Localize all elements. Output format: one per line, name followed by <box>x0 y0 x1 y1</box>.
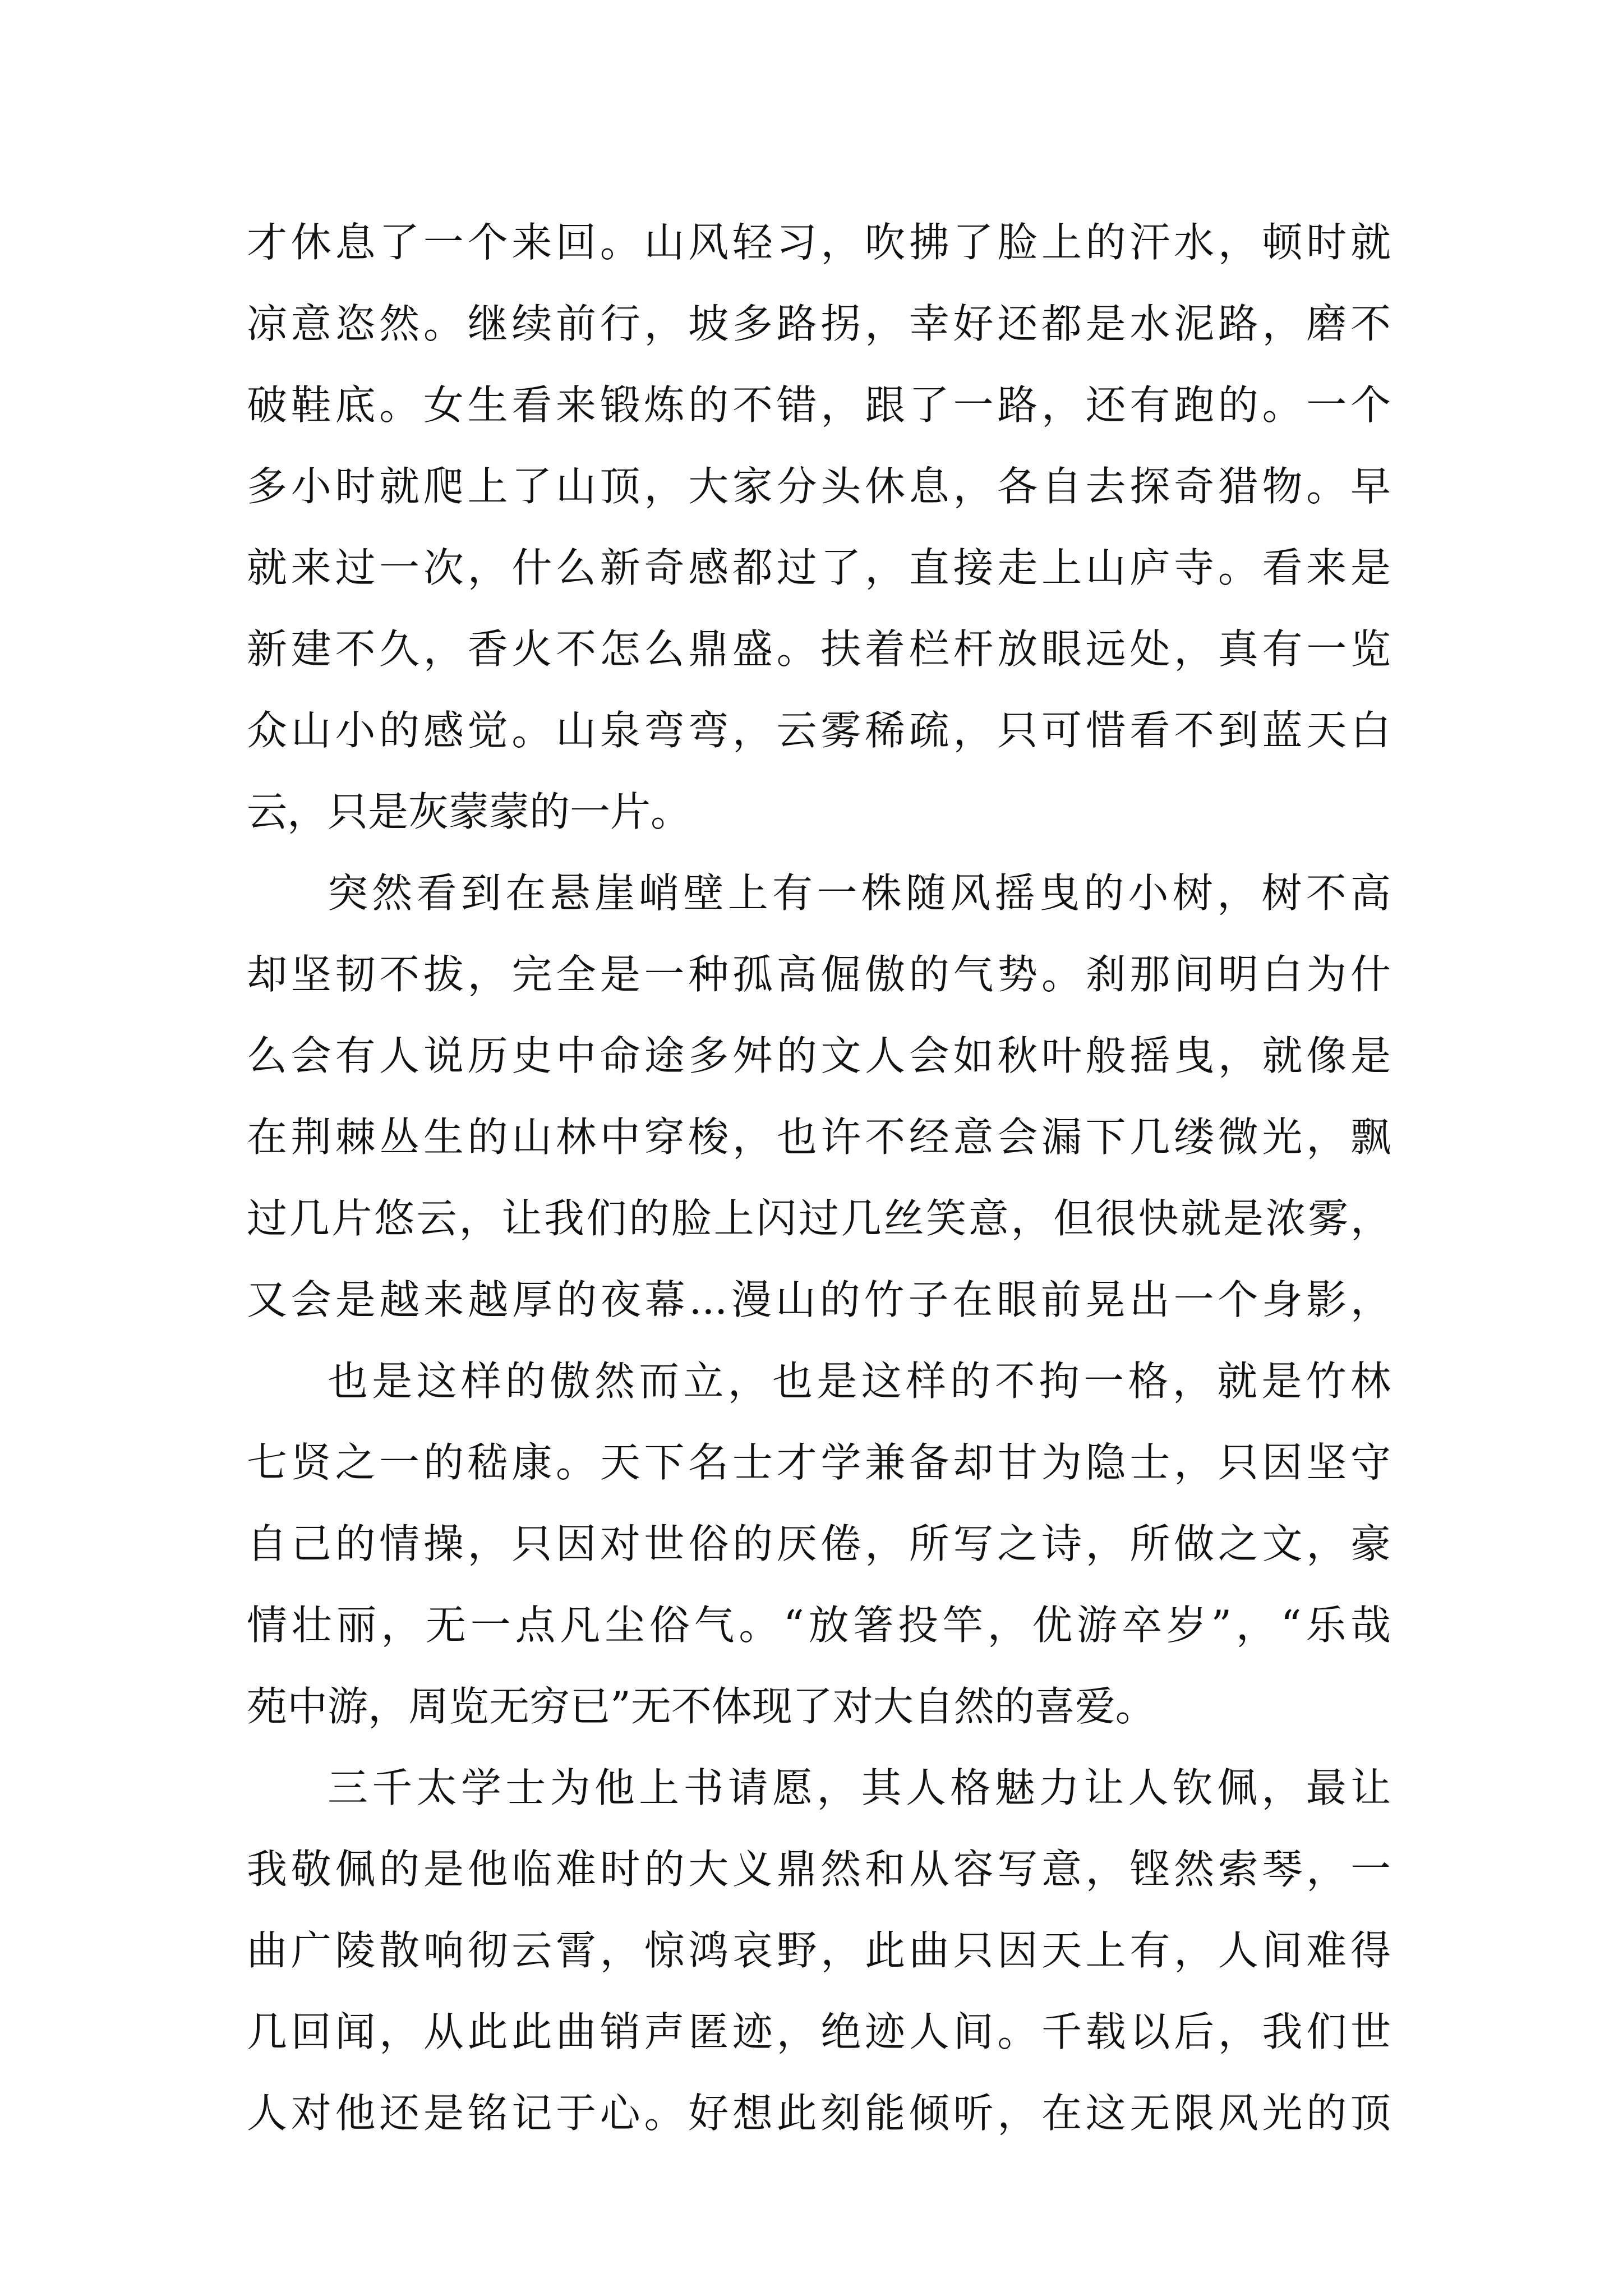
text-line: 多小时就爬上了山顶，大家分头休息，各自去探奇猎物。早 <box>247 463 1391 510</box>
paragraph-1 <box>247 202 1391 853</box>
text-line: 新建不久，香火不怎么鼎盛。扶着栏杆放眼远处，真有一览 <box>247 625 1391 673</box>
document-body <box>247 202 1391 2154</box>
text-line: 自己的情操，只因对世俗的厌倦，所写之诗，所做之文，豪 <box>247 1520 1391 1567</box>
paragraph-2 <box>247 853 1391 1341</box>
text-line: 人对他还是铭记于心。好想此刻能倾听，在这无限风光的顶 <box>247 2090 1391 2137</box>
paragraph-4 <box>247 1747 1391 2154</box>
text-line: 众山小的感觉。山泉弯弯，云雾稀疏，只可惜看不到蓝天白 <box>247 707 1391 754</box>
text-line: 三千太学士为他上书请愿，其人格魅力让人钦佩，最让 <box>328 1764 1391 1811</box>
text-line: 凉意恣然。继续前行，坡多路拐，幸好还都是水泥路，磨不 <box>247 300 1391 347</box>
text-line: 七贤之一的嵇康。天下名士才学兼备却甘为隐士，只因坚守 <box>247 1439 1391 1486</box>
text-line: 突然看到在悬崖峭壁上有一株随风摇曳的小树，树不高 <box>328 869 1391 917</box>
text-line: 却坚韧不拔，完全是一种孤高倔傲的气势。刹那间明白为什 <box>247 951 1391 998</box>
text-line: 情壮丽，无一点凡尘俗气。“放箸投竿，优游卒岁”，“乐哉 <box>247 1602 1391 1649</box>
text-line: 曲广陵散响彻云霄，惊鸿哀野，此曲只因天上有，人间难得 <box>247 1927 1391 1974</box>
text-line: 我敬佩的是他临难时的大义鼎然和从容写意，铿然索琴，一 <box>247 1846 1391 1893</box>
text-line: 么会有人说历史中命途多舛的文人会如秋叶般摇曳，就像是 <box>247 1032 1391 1079</box>
text-line: 几回闻，从此此曲销声匿迹，绝迹人间。千载以后，我们世 <box>247 2008 1391 2055</box>
text-line: 才休息了一个来回。山风轻习，吹拂了脸上的汗水，顿时就 <box>247 219 1391 266</box>
text-line: 也是这样的傲然而立，也是这样的不拘一格，就是竹林 <box>328 1358 1391 1405</box>
text-line: 就来过一次，什么新奇感都过了，直接走上山庐寺。看来是 <box>247 544 1391 591</box>
text-line: 破鞋底。女生看来锻炼的不错，跟了一路，还有跑的。一个 <box>247 381 1391 429</box>
text-line: 苑中游，周览无穷已”无不体现了对大自然的喜爱。 <box>247 1683 1156 1730</box>
text-line: 又会是越来越厚的夜幕...漫山的竹子在眼前晃出一个身影， <box>247 1276 1391 1323</box>
text-line: 云，只是灰蒙蒙的一片。 <box>247 788 691 835</box>
paragraph-3 <box>247 1341 1391 1747</box>
text-line: 在荆棘丛生的山林中穿梭，也许不经意会漏下几缕微光，飘 <box>247 1114 1391 1161</box>
text-line: 过几片悠云，让我们的脸上闪过几丝笑意，但很快就是浓雾， <box>247 1195 1391 1242</box>
